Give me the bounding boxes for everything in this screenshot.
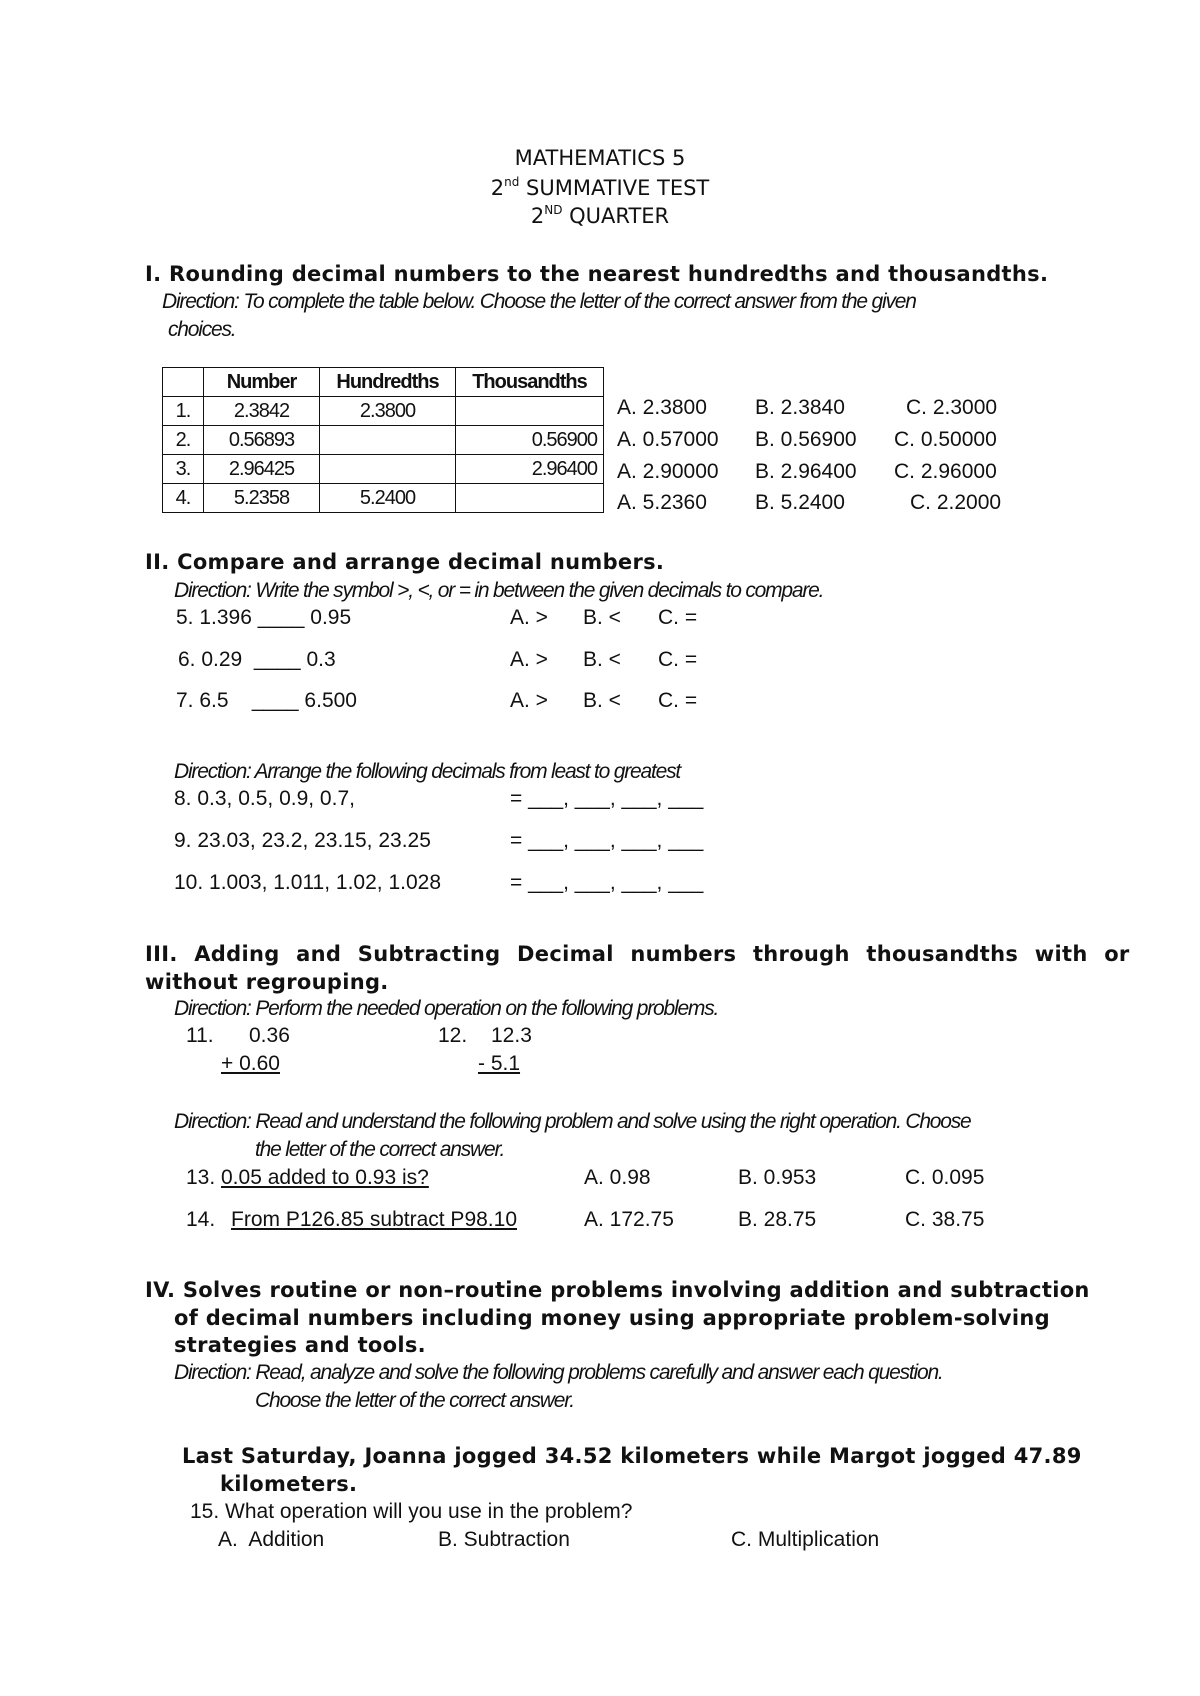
test-number: 2 — [490, 176, 505, 200]
problem-12-bottom: - 5.1 — [478, 1052, 521, 1075]
row-hundredths[interactable]: 2.3800 — [320, 397, 456, 426]
test-ordinal: nd — [504, 175, 520, 189]
question-13-a[interactable]: A. 0.98 — [584, 1166, 651, 1189]
arrange-blank-8[interactable]: = ___, ___, ___, ___ — [510, 787, 704, 810]
question-15-b[interactable]: B. Subtraction — [438, 1528, 570, 1551]
test-label: SUMMATIVE TEST — [519, 176, 710, 200]
question-13-c[interactable]: C. 0.095 — [905, 1166, 985, 1189]
choice-3b[interactable]: B. 2.96400 — [755, 460, 857, 483]
question-13-number: 13. — [186, 1166, 216, 1189]
arrange-blank-10[interactable]: = ___, ___, ___, ___ — [510, 871, 704, 894]
question-13-b[interactable]: B. 0.953 — [738, 1166, 817, 1189]
part2-direction-compare: Direction: Write the symbol >, <, or = in between the given decimals to compare. — [174, 579, 824, 602]
table-header-row — [163, 368, 604, 397]
arrange-blank-9[interactable]: = ___, ___, ___, ___ — [510, 829, 704, 852]
row-number: 2.3842 — [204, 397, 320, 426]
choice-1c[interactable]: C. 2.3000 — [906, 396, 998, 419]
choice-2a[interactable]: A. 0.57000 — [617, 428, 719, 451]
part4-heading-line1: IV. Solves routine or non–routine problems involving addition and subtraction — [145, 1278, 1090, 1302]
row-thousandths[interactable] — [456, 397, 604, 426]
compare-item-5: 5. 1.396 ____ 0.95 — [176, 606, 352, 629]
part4-direction-line2: Choose the letter of the correct answer. — [255, 1389, 574, 1412]
part2-heading: II. Compare and arrange decimal numbers. — [145, 550, 665, 574]
table-header-hundredths: Hundredths — [320, 368, 456, 397]
quarter-number: 2 — [530, 204, 545, 228]
question-15: 15. What operation will you use in the problem? — [190, 1500, 633, 1523]
choice-4c[interactable]: C. 2.2000 — [910, 491, 1002, 514]
row-index: 2. — [163, 426, 204, 455]
part1-direction-line1: Direction: To complete the table below. Choose the letter of the correct answer from the given — [162, 290, 916, 313]
table-row — [163, 484, 604, 513]
row-index: 1. — [163, 397, 204, 426]
part2-direction-arrange: Direction: Arrange the following decimals from least to greatest — [174, 760, 681, 783]
table-row — [163, 426, 604, 455]
problem-12-number: 12. — [438, 1024, 468, 1047]
compare-7-a[interactable]: A. > — [510, 689, 548, 712]
compare-7-b[interactable]: B. < — [583, 689, 621, 712]
row-number: 5.2358 — [204, 484, 320, 513]
table-header-thousandths: Thousandths — [456, 368, 604, 397]
choice-3a[interactable]: A. 2.90000 — [617, 460, 719, 483]
row-thousandths[interactable]: 0.56900 — [456, 426, 604, 455]
problem-11-bottom: + 0.60 — [221, 1052, 280, 1075]
row-hundredths[interactable] — [320, 426, 456, 455]
quarter-subtitle — [0, 204, 1200, 228]
row-thousandths[interactable]: 2.96400 — [456, 455, 604, 484]
problem-11-top: 0.36 — [249, 1024, 290, 1047]
choice-4b[interactable]: B. 5.2400 — [755, 491, 845, 514]
question-13-text: 0.05 added to 0.93 is? — [221, 1166, 429, 1189]
question-14-b[interactable]: B. 28.75 — [738, 1208, 817, 1231]
row-hundredths[interactable] — [320, 455, 456, 484]
word-problem-line1: Last Saturday, Joanna jogged 34.52 kilometers while Margot jogged 47.89 — [182, 1444, 1082, 1468]
question-14-a[interactable]: A. 172.75 — [584, 1208, 674, 1231]
choice-2b[interactable]: B. 0.56900 — [755, 428, 857, 451]
choice-2c[interactable]: C. 0.50000 — [894, 428, 997, 451]
compare-5-c[interactable]: C. = — [658, 606, 698, 629]
part3-heading-line2: without regrouping. — [145, 970, 389, 994]
row-index: 4. — [163, 484, 204, 513]
arrange-item-8: 8. 0.3, 0.5, 0.9, 0.7, — [174, 787, 355, 810]
part3-heading-line1: III. Adding and Subtracting Decimal numbers through thousandths with or — [145, 942, 1130, 966]
part4-heading-line2: of decimal numbers including money using appropriate problem-solving — [174, 1306, 1050, 1330]
compare-6-b[interactable]: B. < — [583, 648, 621, 671]
quarter-ordinal: ND — [544, 203, 563, 217]
row-number: 2.96425 — [204, 455, 320, 484]
quarter-label: QUARTER — [562, 204, 670, 228]
table-row — [163, 397, 604, 426]
page-title: MATHEMATICS 5 — [514, 146, 686, 170]
row-index: 3. — [163, 455, 204, 484]
compare-5-a[interactable]: A. > — [510, 606, 548, 629]
compare-7-c[interactable]: C. = — [658, 689, 698, 712]
part4-heading-line3: strategies and tools. — [174, 1333, 426, 1357]
row-thousandths[interactable] — [456, 484, 604, 513]
test-subtitle — [0, 176, 1200, 200]
compare-item-7: 7. 6.5 ____ 6.500 — [176, 689, 357, 712]
part3-direction1: Direction: Perform the needed operation on the following problems. — [174, 997, 719, 1020]
word-problem-line2: kilometers. — [220, 1472, 358, 1496]
choice-1a[interactable]: A. 2.3800 — [617, 396, 707, 419]
part3-direction2-line1: Direction: Read and understand the following problem and solve using the right operation. Choose — [174, 1110, 971, 1133]
question-15-c[interactable]: C. Multiplication — [731, 1528, 880, 1551]
question-14-text: From P126.85 subtract P98.10 — [231, 1208, 517, 1231]
arrange-item-10: 10. 1.003, 1.011, 1.02, 1.028 — [174, 871, 442, 894]
table-header-number: Number — [204, 368, 320, 397]
part3-direction2-line2: the letter of the correct answer. — [255, 1138, 505, 1161]
part1-direction-line2: choices. — [168, 318, 236, 341]
choice-3c[interactable]: C. 2.96000 — [894, 460, 997, 483]
question-14-number: 14. — [186, 1208, 216, 1231]
choice-1b[interactable]: B. 2.3840 — [755, 396, 845, 419]
table-header-index — [163, 368, 204, 397]
question-15-a[interactable]: A. Addition — [218, 1528, 325, 1551]
table-row — [163, 455, 604, 484]
compare-6-a[interactable]: A. > — [510, 648, 548, 671]
part4-direction-line1: Direction: Read, analyze and solve the following problems carefully and answer each question. — [174, 1361, 943, 1384]
problem-12-top: 12.3 — [491, 1024, 532, 1047]
rounding-table — [162, 367, 604, 513]
row-hundredths[interactable]: 5.2400 — [320, 484, 456, 513]
compare-item-6: 6. 0.29 ____ 0.3 — [178, 648, 336, 671]
row-number: 0.56893 — [204, 426, 320, 455]
question-14-c[interactable]: C. 38.75 — [905, 1208, 985, 1231]
compare-6-c[interactable]: C. = — [658, 648, 698, 671]
part1-heading: I. Rounding decimal numbers to the nearest hundredths and thousandths. — [145, 262, 1049, 286]
problem-11-number: 11. — [186, 1024, 214, 1047]
compare-5-b[interactable]: B. < — [583, 606, 621, 629]
arrange-item-9: 9. 23.03, 23.2, 23.15, 23.25 — [174, 829, 431, 852]
choice-4a[interactable]: A. 5.2360 — [617, 491, 707, 514]
